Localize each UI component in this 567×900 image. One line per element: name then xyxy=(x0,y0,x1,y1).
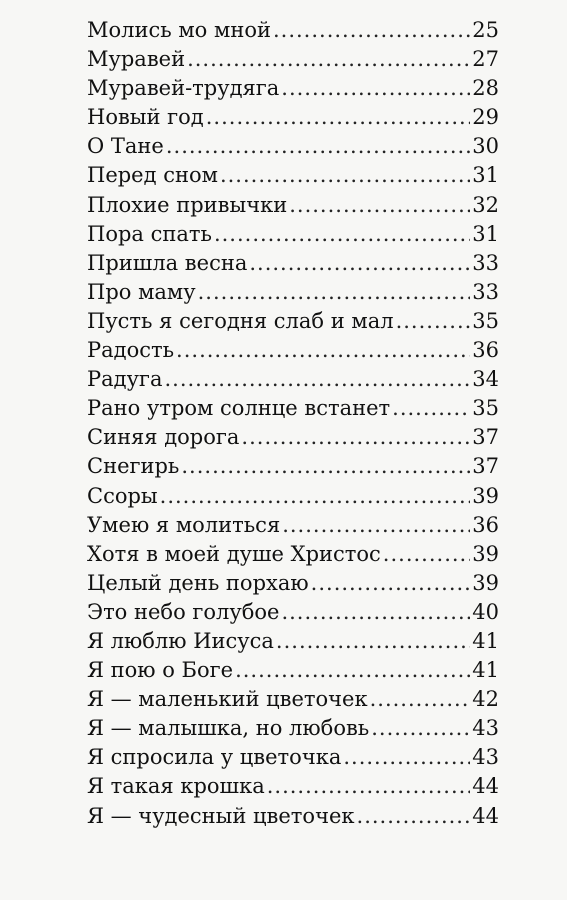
toc-entry-page: 35 xyxy=(472,396,499,421)
table-of-contents xyxy=(87,16,499,831)
dot-leader xyxy=(187,45,470,74)
toc-entry-title: Я спросила у цветочка xyxy=(87,745,342,770)
toc-entry xyxy=(87,365,499,394)
toc-entry-page: 31 xyxy=(472,221,499,246)
toc-entry-page: 28 xyxy=(472,76,499,101)
toc-entry-title: Про маму xyxy=(87,279,196,304)
dot-leader xyxy=(214,220,470,249)
toc-entry-page: 32 xyxy=(472,192,499,217)
toc-entry xyxy=(87,656,499,685)
toc-entry-page: 37 xyxy=(472,425,499,450)
toc-entry-title: Я такая крошка xyxy=(87,774,265,799)
toc-entry xyxy=(87,511,499,540)
toc-entry-page: 33 xyxy=(472,279,499,304)
dot-leader xyxy=(276,627,470,656)
toc-entry-title: Молись мо мной xyxy=(87,18,271,42)
toc-entry xyxy=(87,220,499,249)
toc-entry-title: Снегирь xyxy=(87,454,180,479)
dot-leader xyxy=(249,249,470,278)
toc-entry xyxy=(87,307,499,336)
dot-leader xyxy=(289,191,470,220)
toc-entry-page: 43 xyxy=(472,716,499,741)
toc-entry xyxy=(87,569,499,598)
toc-entry-page: 29 xyxy=(472,105,499,130)
toc-entry-title: Плохие привычки xyxy=(87,192,288,217)
toc-entry-title: Я — маленький цветочек xyxy=(87,687,368,712)
toc-entry-page: 39 xyxy=(472,570,499,595)
toc-entry-title: Муравей-трудяга xyxy=(87,76,280,101)
toc-entry-page: 35 xyxy=(472,308,499,333)
toc-entry-page: 39 xyxy=(472,541,499,566)
toc-entry xyxy=(87,336,499,365)
toc-entry xyxy=(87,540,499,569)
toc-entry-page: 44 xyxy=(472,774,499,799)
dot-leader xyxy=(357,802,471,831)
toc-entry xyxy=(87,743,499,772)
dot-leader xyxy=(281,598,470,627)
dot-leader xyxy=(392,394,470,423)
toc-entry-title: Пора спать xyxy=(87,221,212,246)
toc-entry-title: Я — чудесный цветочек xyxy=(87,803,355,828)
toc-entry xyxy=(87,394,499,423)
toc-entry-page: 27 xyxy=(472,47,499,72)
toc-entry-title: Рано утром солнце встанет xyxy=(87,396,391,421)
toc-entry xyxy=(87,45,499,74)
toc-entry-page: 31 xyxy=(472,163,499,188)
dot-leader xyxy=(235,656,470,685)
dot-leader xyxy=(396,307,471,336)
toc-entry-page: 37 xyxy=(472,454,499,479)
toc-entry xyxy=(87,482,499,511)
toc-entry-page: 39 xyxy=(472,483,499,508)
toc-entry xyxy=(87,423,499,452)
toc-entry-page: 33 xyxy=(472,250,499,275)
toc-entry xyxy=(87,278,499,307)
toc-entry-title: Радуга xyxy=(87,367,163,392)
toc-entry-page: 34 xyxy=(472,367,499,392)
dot-leader xyxy=(166,132,470,161)
toc-entry xyxy=(87,685,499,714)
toc-entry-title: Перед сном xyxy=(87,163,218,188)
dot-leader xyxy=(206,103,471,132)
toc-entry xyxy=(87,249,499,278)
toc-entry-page: 43 xyxy=(472,745,499,770)
toc-entry-title: Это небо голубое xyxy=(87,599,280,624)
toc-entry xyxy=(87,16,499,45)
dot-leader xyxy=(370,685,471,714)
dot-leader xyxy=(282,511,470,540)
toc-entry-page: 36 xyxy=(472,338,499,363)
toc-entry-page: 30 xyxy=(472,134,499,159)
dot-leader xyxy=(160,482,471,511)
toc-entry-page: 42 xyxy=(472,687,499,712)
toc-entry-title: Умею я молиться xyxy=(87,512,281,537)
toc-entry xyxy=(87,598,499,627)
toc-entry-page: 40 xyxy=(472,599,499,624)
dot-leader xyxy=(181,452,470,481)
toc-entry-page: 25 xyxy=(472,18,499,42)
dot-leader xyxy=(383,540,470,569)
toc-entry xyxy=(87,714,499,743)
toc-entry-page: 36 xyxy=(472,512,499,537)
toc-entry xyxy=(87,452,499,481)
toc-entry-title: О Тане xyxy=(87,134,164,159)
dot-leader xyxy=(176,336,470,365)
toc-entry-title: Я люблю Иисуса xyxy=(87,628,274,653)
dot-leader xyxy=(281,74,470,103)
toc-entry-title: Синяя дорога xyxy=(87,425,240,450)
toc-entry xyxy=(87,191,499,220)
toc-entry-title: Я — малышка, но любовь xyxy=(87,716,370,741)
toc-entry xyxy=(87,802,499,831)
dot-leader xyxy=(164,365,470,394)
toc-entry-title: Хотя в моей душе Христос xyxy=(87,541,381,566)
toc-entry-title: Целый день порхаю xyxy=(87,570,309,595)
toc-entry-page: 41 xyxy=(472,658,499,683)
toc-entry xyxy=(87,132,499,161)
dot-leader xyxy=(311,569,471,598)
toc-entry-title: Новый год xyxy=(87,105,204,130)
dot-leader xyxy=(220,161,470,190)
toc-entry-title: Пусть я сегодня слаб и мал xyxy=(87,308,394,333)
dot-leader xyxy=(241,423,470,452)
toc-entry xyxy=(87,74,499,103)
dot-leader xyxy=(198,278,471,307)
toc-entry-title: Ссоры xyxy=(87,483,158,508)
dot-leader xyxy=(267,772,471,801)
toc-entry xyxy=(87,772,499,801)
toc-entry-page: 41 xyxy=(472,628,499,653)
dot-leader xyxy=(273,16,470,45)
dot-leader xyxy=(371,714,470,743)
toc-entry xyxy=(87,103,499,132)
toc-entry-title: Муравей xyxy=(87,47,186,72)
toc-entry-title: Пришла весна xyxy=(87,250,248,275)
toc-entry-title: Радость xyxy=(87,338,175,363)
toc-entry-title: Я пою о Боге xyxy=(87,658,234,683)
toc-entry xyxy=(87,161,499,190)
toc-entry xyxy=(87,627,499,656)
dot-leader xyxy=(343,743,470,772)
toc-entry-page: 44 xyxy=(472,803,499,828)
